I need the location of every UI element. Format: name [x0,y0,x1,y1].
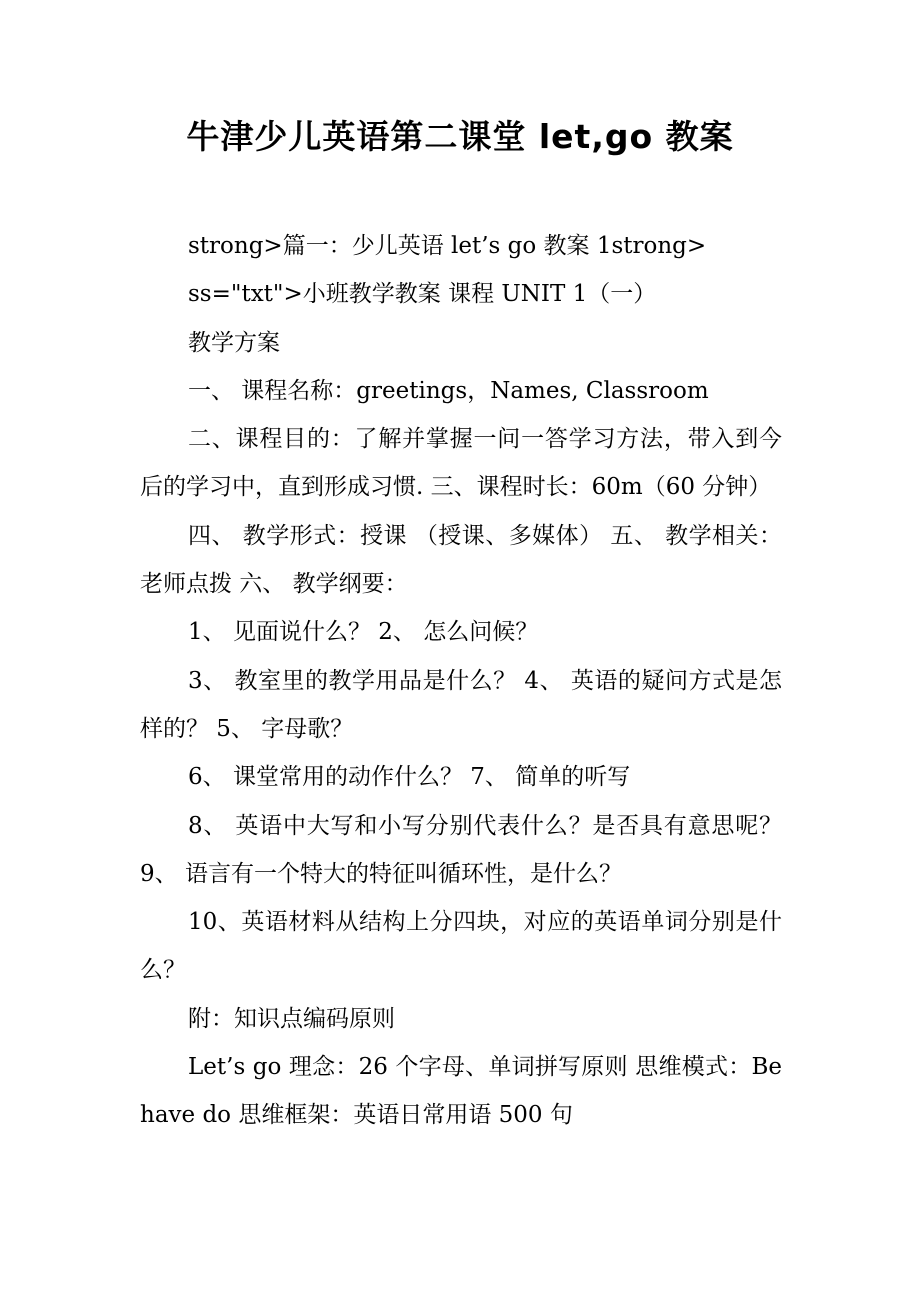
document-body [140,222,782,1140]
paragraph-outline-10: 10、英语材料从结构上分四块，对应的英语单词分别是什么？ [140,909,782,984]
document-title: 牛津少儿英语第二课堂 let,go 教案 [186,117,734,156]
paragraph-outline-3-5: 3、 教室里的教学用品是什么？ 4、 英语的疑问方式是怎样的？ 5、 字母歌？ [140,667,782,742]
paragraph-lets-go-concept: Let’s go 理念：26 个字母、单词拼写原则 思维模式：Be have do 思维框架：英语日常用语 500 句 [140,1054,782,1129]
paragraph-outline-1-2: 1、 见面说什么？ 2、 怎么问候？ [188,619,539,646]
paragraph-course-name: 一、 课程名称：greetings，Names, Classroom [188,377,709,404]
paragraph-appendix: 附：知识点编码原则 [188,1005,395,1032]
paragraph-section-heading: strong>篇一：少儿英语 let’s go 教案 1strong> [188,233,707,259]
paragraph-outline-6-7: 6、 课堂常用的动作什么？ 7、 简单的听写 [188,764,631,791]
paragraph-teaching-form: 四、 教学形式：授课 （授课、多媒体） 五、 教学相关：老师点拨 六、 教学纲要： [140,522,782,598]
paragraph-course-goal: 二、课程目的：了解并掌握一问一答学习方法，带入到今后的学习中，直到形成习惯. 三、课程时长：60m（60 分钟） [140,426,782,501]
paragraph-outline-8-9: 8、 英语中大写和小写分别代表什么？是否具有意思呢？ 9、 语言有一个特大的特征叫循环性，是什么？ [140,812,782,887]
paragraph-course-unit: ss="txt">小班教学教案 课程 UNIT 1（一） [188,281,657,308]
paragraph-teaching-plan: 教学方案 [188,329,280,356]
